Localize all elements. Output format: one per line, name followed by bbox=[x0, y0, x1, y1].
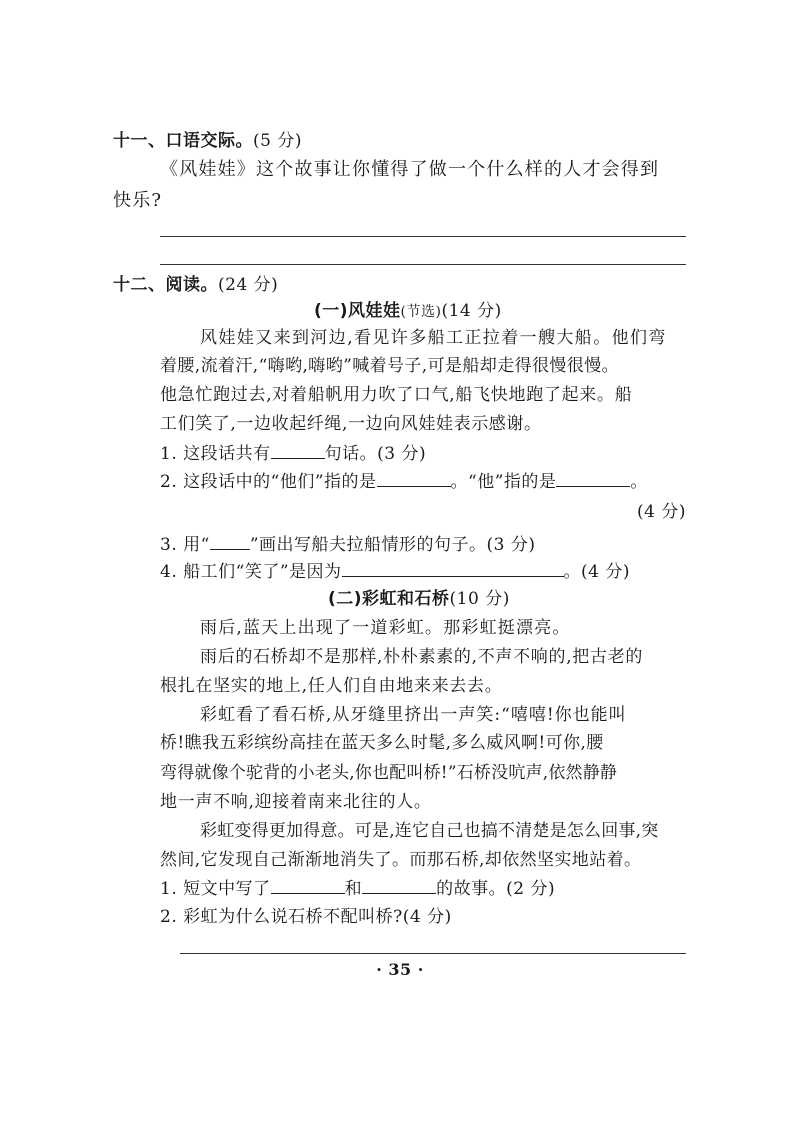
q1-blank[interactable] bbox=[271, 442, 325, 459]
passage-2-line-9: 然间,它发现自己渐渐地消失了。而那石桥,却依然坚实地站着。 bbox=[160, 850, 642, 870]
section-12-title: 十二、阅读。 bbox=[113, 275, 218, 295]
passage-2-title-paren: (二) bbox=[328, 589, 363, 609]
q2-text-c: 。 bbox=[630, 472, 648, 492]
section-11-heading bbox=[113, 130, 302, 152]
q2-text-a: 2. 这段话中的“他们”指的是 bbox=[160, 472, 377, 492]
section-11-question-line-2: 快乐? bbox=[113, 190, 163, 211]
passage-1-line-4: 工们笑了,一边收起纤绳,一边向风娃娃表示感谢。 bbox=[160, 414, 542, 434]
section-11-score: (5 分) bbox=[253, 131, 302, 151]
passage-2-line-2: 雨后的石桥却不是那样,朴朴素素的,不声不响的,把古老的 bbox=[200, 647, 644, 667]
p2-q1-text-c: 的故事。(2 分) bbox=[436, 879, 556, 899]
passage-1-title-paren: (一) bbox=[314, 301, 349, 321]
answer-line-1[interactable] bbox=[160, 236, 686, 237]
q2-blank-2[interactable] bbox=[556, 470, 630, 487]
q3-text-a: 3. 用“ bbox=[160, 535, 210, 555]
passage-1-question-3 bbox=[160, 533, 536, 556]
passage-2-question-2: 2. 彩虹为什么说石桥不配叫桥?(4 分) bbox=[160, 907, 452, 927]
q1-text-a: 1. 这段话共有 bbox=[160, 444, 271, 464]
passage-2-line-6: 弯得就像个驼背的小老头,你也配叫桥!”石桥没吭声,依然静静 bbox=[160, 763, 618, 783]
passage-2-line-1: 雨后,蓝天上出现了一道彩虹。那彩虹挺漂亮。 bbox=[200, 618, 571, 638]
passage-2-line-8: 彩虹变得更加得意。可是,连它自己也搞不清楚是怎么回事,突 bbox=[200, 821, 659, 841]
p2-q1-blank-2[interactable] bbox=[362, 877, 436, 894]
section-12-score: (24 分) bbox=[218, 275, 279, 295]
passage-2-line-4: 彩虹看了看石桥,从牙缝里挤出一声笑:“嘻嘻!你也能叫 bbox=[200, 705, 627, 725]
passage-1-title bbox=[314, 300, 502, 323]
q2-text-b: 。“他”指的是 bbox=[450, 472, 557, 492]
q2-score: (4 分) bbox=[637, 502, 686, 522]
q3-blank[interactable] bbox=[210, 533, 250, 550]
q2-blank-1[interactable] bbox=[377, 470, 451, 487]
passage-1-question-4 bbox=[160, 560, 630, 583]
passage-1-title-note: (节选) bbox=[400, 304, 442, 320]
section-12-heading bbox=[113, 274, 278, 296]
passage-1-line-1: 风娃娃又来到河边,看见许多船工正拉着一艘大船。他们弯 bbox=[200, 328, 667, 348]
passage-1-title-score: (14 分) bbox=[441, 301, 502, 321]
section-11-title: 十一、口语交际。 bbox=[113, 131, 253, 151]
q1-text-b: 句话。(3 分) bbox=[324, 444, 427, 464]
q4-blank[interactable] bbox=[342, 560, 564, 577]
passage-2-title-score: (10 分) bbox=[449, 589, 510, 609]
passage-1-line-2: 着腰,流着汗,“嗨哟,嗨哟”喊着号子,可是船却走得很慢很慢。 bbox=[160, 356, 619, 376]
q4-text-a: 4. 船工们“笑了”是因为 bbox=[160, 562, 342, 582]
passage-1-question-1 bbox=[160, 442, 426, 465]
footer-rule bbox=[180, 953, 686, 954]
p2-q1-blank-1[interactable] bbox=[271, 877, 345, 894]
passage-2-line-5: 桥!瞧我五彩缤纷高挂在蓝天多么时髦,多么威风啊!可你,腰 bbox=[160, 733, 604, 753]
p2-q1-text-b: 和 bbox=[344, 879, 363, 899]
passage-1-question-2 bbox=[160, 470, 648, 493]
p2-q1-text-a: 1. 短文中写了 bbox=[160, 879, 271, 899]
passage-2-question-1 bbox=[160, 877, 555, 900]
q4-text-b: 。(4 分) bbox=[563, 562, 630, 582]
passage-2-title-main: 彩虹和石桥 bbox=[362, 589, 450, 609]
passage-2-line-7: 地一声不响,迎接着南来北往的人。 bbox=[160, 792, 432, 812]
passage-1-line-3: 他急忙跑过去,对着船帆用力吹了口气,船飞快地跑了起来。船 bbox=[160, 385, 633, 405]
passage-1-title-main: 风娃娃 bbox=[348, 301, 401, 321]
passage-2-title bbox=[328, 588, 510, 610]
answer-line-2[interactable] bbox=[160, 264, 686, 265]
section-11-question-line-1: 《风娃娃》这个故事让你懂得了做一个什么样的人才会得到 bbox=[160, 159, 660, 180]
q3-text-b: ”画出写船夫拉船情形的句子。(3 分) bbox=[249, 535, 536, 555]
passage-2-line-3: 根扎在坚实的地上,任人们自由地来来去去。 bbox=[160, 676, 503, 696]
page-number: · 35 · bbox=[376, 960, 424, 979]
